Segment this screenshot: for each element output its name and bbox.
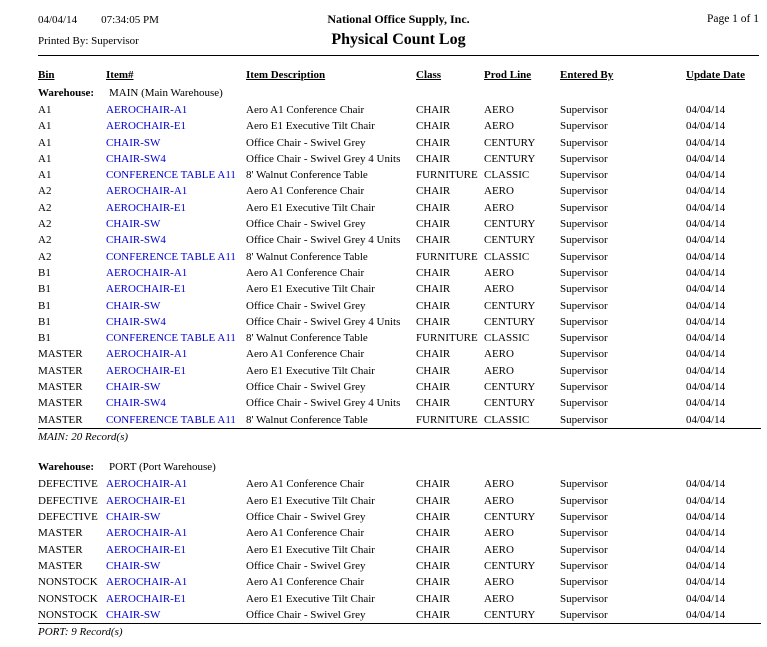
class-cell: CHAIR (416, 527, 451, 540)
class-cell: CHAIR (416, 559, 451, 572)
table-row (38, 232, 761, 248)
enteredby-cell: Supervisor (560, 592, 608, 605)
description-cell: Aero E1 Executive Tilt Chair (246, 364, 375, 377)
col-header-bin: Bin (38, 69, 55, 81)
prodline-cell: AERO (484, 576, 514, 589)
updatedate-cell: 04/04/14 (686, 592, 726, 605)
description-cell: Aero E1 Executive Tilt Chair (246, 283, 375, 296)
updatedate-cell: 04/04/14 (686, 559, 726, 572)
item-link[interactable]: CHAIR-SW (106, 136, 161, 149)
col-header-updatedate: Update Date (686, 69, 745, 81)
bin-cell: DEFECTIVE (38, 511, 98, 524)
prodline-cell: AERO (484, 494, 514, 507)
updatedate-cell: 04/04/14 (686, 201, 726, 214)
class-cell: CHAIR (416, 478, 451, 491)
updatedate-cell: 04/04/14 (686, 136, 726, 149)
class-cell: FURNITURE (416, 332, 478, 345)
enteredby-cell: Supervisor (560, 527, 608, 540)
prodline-cell: CENTURY (484, 234, 536, 247)
description-cell: Office Chair - Swivel Grey (246, 299, 366, 312)
item-link[interactable]: CHAIR-SW (106, 299, 161, 312)
prodline-cell: CENTURY (484, 136, 536, 149)
prodline-cell: AERO (484, 201, 514, 214)
class-cell: CHAIR (416, 543, 451, 556)
table-row (38, 493, 761, 509)
item-link[interactable]: CHAIR-SW4 (106, 234, 166, 247)
printed-by-label: Printed By: (38, 35, 89, 47)
table-row (38, 379, 761, 395)
table-row (38, 395, 761, 411)
enteredby-cell: Supervisor (560, 201, 608, 214)
enteredby-cell: Supervisor (560, 250, 608, 263)
table-row (38, 607, 761, 624)
item-link[interactable]: AEROCHAIR-E1 (106, 364, 187, 377)
updatedate-cell: 04/04/14 (686, 120, 726, 133)
col-header-class: Class (416, 69, 442, 81)
bin-cell: NONSTOCK (38, 592, 98, 605)
description-cell: Aero E1 Executive Tilt Chair (246, 543, 375, 556)
updatedate-cell: 04/04/14 (686, 413, 726, 426)
report-time: 07:34:05 PM (101, 14, 159, 26)
prodline-cell: AERO (484, 283, 514, 296)
item-link[interactable]: AEROCHAIR-A1 (106, 576, 188, 589)
prodline-cell: CLASSIC (484, 413, 530, 426)
updatedate-cell: 04/04/14 (686, 218, 726, 231)
description-cell: 8' Walnut Conference Table (246, 332, 368, 345)
bin-cell: MASTER (38, 543, 83, 556)
bin-cell: NONSTOCK (38, 576, 98, 589)
table-row (38, 525, 761, 541)
item-link[interactable]: CONFERENCE TABLE A11 (106, 332, 236, 345)
section-spacer (38, 446, 761, 459)
item-link[interactable]: CHAIR-SW (106, 559, 161, 572)
enteredby-cell: Supervisor (560, 234, 608, 247)
class-cell: CHAIR (416, 104, 451, 116)
item-link[interactable]: CHAIR-SW4 (106, 397, 166, 410)
table-row (38, 558, 761, 574)
table-row (38, 183, 761, 199)
table-row (38, 118, 761, 134)
item-link[interactable]: CHAIR-SW (106, 218, 161, 231)
updatedate-cell: 04/04/14 (686, 234, 726, 247)
col-header-prodline: Prod Line (484, 69, 532, 81)
report-table-body (38, 85, 761, 642)
table-row (38, 298, 761, 314)
item-link[interactable]: AEROCHAIR-A1 (106, 104, 188, 116)
table-row (38, 542, 761, 558)
prodline-cell: CENTURY (484, 152, 536, 165)
enteredby-cell: Supervisor (560, 494, 608, 507)
description-cell: Aero A1 Conference Chair (246, 104, 365, 116)
description-cell: Aero A1 Conference Chair (246, 266, 365, 279)
bin-cell: A1 (38, 152, 52, 165)
col-header-item: Item# (106, 69, 134, 81)
item-link[interactable]: AEROCHAIR-A1 (106, 478, 188, 491)
updatedate-cell: 04/04/14 (686, 299, 726, 312)
bin-cell: MASTER (38, 381, 83, 394)
item-link[interactable]: AEROCHAIR-E1 (106, 543, 187, 556)
bin-cell: A1 (38, 136, 52, 149)
description-cell: Aero A1 Conference Chair (246, 478, 365, 491)
enteredby-cell: Supervisor (560, 559, 608, 572)
item-link[interactable]: CHAIR-SW (106, 511, 161, 524)
description-cell: Aero A1 Conference Chair (246, 185, 365, 198)
section-footer-row (38, 624, 761, 642)
printed-by-line (38, 31, 327, 52)
description-cell: Office Chair - Swivel Grey (246, 136, 366, 149)
description-cell: Aero A1 Conference Chair (246, 527, 365, 540)
description-cell: Aero A1 Conference Chair (246, 348, 365, 361)
prodline-cell: CENTURY (484, 218, 536, 231)
table-row (38, 412, 761, 429)
bin-cell: DEFECTIVE (38, 494, 98, 507)
prodline-cell: CLASSIC (484, 332, 530, 345)
class-cell: CHAIR (416, 397, 451, 410)
class-cell: CHAIR (416, 608, 451, 621)
table-row (38, 281, 761, 297)
prodline-cell: AERO (484, 592, 514, 605)
prodline-cell: AERO (484, 543, 514, 556)
bin-cell: MASTER (38, 397, 83, 410)
column-header-row (38, 56, 761, 85)
updatedate-cell: 04/04/14 (686, 608, 726, 621)
class-cell: CHAIR (416, 152, 451, 165)
section-record-count: MAIN: 20 Record(s) (38, 428, 761, 446)
enteredby-cell: Supervisor (560, 364, 608, 377)
bin-cell: B1 (38, 266, 51, 279)
table-row (38, 167, 761, 183)
description-cell: 8' Walnut Conference Table (246, 250, 368, 263)
prodline-cell: CENTURY (484, 511, 536, 524)
description-cell: Aero E1 Executive Tilt Chair (246, 592, 375, 605)
bin-cell: MASTER (38, 364, 83, 377)
report-header (38, 10, 759, 52)
class-cell: CHAIR (416, 381, 451, 394)
class-cell: CHAIR (416, 266, 451, 279)
prodline-cell: AERO (484, 185, 514, 198)
section-spacer-row (38, 446, 761, 459)
updatedate-cell: 04/04/14 (686, 527, 726, 540)
table-row (38, 265, 761, 281)
description-cell: 8' Walnut Conference Table (246, 413, 368, 426)
prodline-cell: CLASSIC (484, 250, 530, 263)
description-cell: Aero A1 Conference Chair (246, 576, 365, 589)
report-date: 04/04/14 (38, 14, 78, 26)
warehouse-row (38, 85, 761, 102)
updatedate-cell: 04/04/14 (686, 104, 726, 116)
enteredby-cell: Supervisor (560, 543, 608, 556)
enteredby-cell: Supervisor (560, 120, 608, 133)
class-cell: CHAIR (416, 120, 451, 133)
enteredby-cell: Supervisor (560, 332, 608, 345)
item-link[interactable]: AEROCHAIR-E1 (106, 283, 187, 296)
updatedate-cell: 04/04/14 (686, 169, 726, 182)
description-cell: Office Chair - Swivel Grey (246, 559, 366, 572)
class-cell: FURNITURE (416, 250, 478, 263)
bin-cell: A1 (38, 169, 52, 182)
class-cell: CHAIR (416, 218, 451, 231)
bin-cell: NONSTOCK (38, 608, 98, 621)
item-link[interactable]: CHAIR-SW4 (106, 152, 166, 165)
description-cell: Office Chair - Swivel Grey (246, 381, 366, 394)
enteredby-cell: Supervisor (560, 218, 608, 231)
description-cell: 8' Walnut Conference Table (246, 169, 368, 182)
report-title: Physical Count Log (331, 31, 466, 48)
description-cell: Office Chair - Swivel Grey 4 Units (246, 152, 401, 165)
enteredby-cell: Supervisor (560, 315, 608, 328)
bin-cell: A2 (38, 185, 52, 198)
class-cell: FURNITURE (416, 413, 478, 426)
col-header-enteredby: Entered By (560, 69, 614, 81)
updatedate-cell: 04/04/14 (686, 381, 726, 394)
section-footer-row (38, 428, 761, 446)
item-link[interactable]: CONFERENCE TABLE A11 (106, 169, 236, 182)
enteredby-cell: Supervisor (560, 185, 608, 198)
description-cell: Office Chair - Swivel Grey 4 Units (246, 397, 401, 410)
enteredby-cell: Supervisor (560, 266, 608, 279)
class-cell: CHAIR (416, 364, 451, 377)
prodline-cell: CENTURY (484, 608, 536, 621)
class-cell: FURNITURE (416, 169, 478, 182)
description-cell: Aero E1 Executive Tilt Chair (246, 201, 375, 214)
header-left (38, 10, 327, 52)
class-cell: CHAIR (416, 201, 451, 214)
table-row (38, 591, 761, 607)
item-link[interactable]: AEROCHAIR-A1 (106, 266, 188, 279)
enteredby-cell: Supervisor (560, 152, 608, 165)
prodline-cell: CENTURY (484, 381, 536, 394)
section-record-count: PORT: 9 Record(s) (38, 624, 761, 642)
item-link[interactable]: AEROCHAIR-E1 (106, 494, 187, 507)
header-center (327, 10, 469, 49)
warehouse-name: PORT (Port Warehouse) (109, 461, 216, 474)
description-cell: Office Chair - Swivel Grey (246, 511, 366, 524)
class-cell: CHAIR (416, 136, 451, 149)
class-cell: CHAIR (416, 299, 451, 312)
item-link[interactable]: AEROCHAIR-E1 (106, 201, 187, 214)
description-cell: Office Chair - Swivel Grey (246, 218, 366, 231)
enteredby-cell: Supervisor (560, 576, 608, 589)
enteredby-cell: Supervisor (560, 478, 608, 491)
prodline-cell: CLASSIC (484, 169, 530, 182)
enteredby-cell: Supervisor (560, 136, 608, 149)
bin-cell: B1 (38, 299, 51, 312)
item-link[interactable]: CHAIR-SW (106, 608, 161, 621)
table-row (38, 216, 761, 232)
updatedate-cell: 04/04/14 (686, 348, 726, 361)
description-cell: Office Chair - Swivel Grey (246, 608, 366, 621)
enteredby-cell: Supervisor (560, 511, 608, 524)
class-cell: CHAIR (416, 511, 451, 524)
table-row (38, 476, 761, 492)
bin-cell: MASTER (38, 559, 83, 572)
warehouse-label: Warehouse: (38, 87, 95, 99)
item-link[interactable]: AEROCHAIR-A1 (106, 348, 188, 361)
prodline-cell: AERO (484, 104, 514, 116)
updatedate-cell: 04/04/14 (686, 152, 726, 165)
description-cell: Office Chair - Swivel Grey 4 Units (246, 234, 401, 247)
enteredby-cell: Supervisor (560, 283, 608, 296)
enteredby-cell: Supervisor (560, 397, 608, 410)
class-cell: CHAIR (416, 592, 451, 605)
prodline-cell: AERO (484, 527, 514, 540)
prodline-cell: AERO (484, 364, 514, 377)
col-header-description: Item Description (246, 69, 326, 81)
table-row (38, 135, 761, 151)
prodline-cell: CENTURY (484, 315, 536, 328)
updatedate-cell: 04/04/14 (686, 283, 726, 296)
table-row (38, 200, 761, 216)
table-row (38, 509, 761, 525)
updatedate-cell: 04/04/14 (686, 397, 726, 410)
item-link[interactable]: AEROCHAIR-A1 (106, 527, 188, 540)
updatedate-cell: 04/04/14 (686, 266, 726, 279)
updatedate-cell: 04/04/14 (686, 364, 726, 377)
table-row (38, 363, 761, 379)
updatedate-cell: 04/04/14 (686, 543, 726, 556)
warehouse-label: Warehouse: (38, 461, 95, 474)
bin-cell: A2 (38, 201, 52, 214)
page-number: Page 1 of 1 (706, 13, 759, 25)
enteredby-cell: Supervisor (560, 169, 608, 182)
item-link[interactable]: AEROCHAIR-E1 (106, 120, 187, 133)
enteredby-cell: Supervisor (560, 381, 608, 394)
updatedate-cell: 04/04/14 (686, 478, 726, 491)
prodline-cell: CENTURY (484, 397, 536, 410)
updatedate-cell: 04/04/14 (686, 185, 726, 198)
warehouse-name: MAIN (Main Warehouse) (109, 87, 223, 99)
table-row (38, 249, 761, 265)
date-time-line (38, 10, 327, 31)
table-row (38, 330, 761, 346)
class-cell: CHAIR (416, 185, 451, 198)
enteredby-cell: Supervisor (560, 299, 608, 312)
prodline-cell: AERO (484, 266, 514, 279)
bin-cell: MASTER (38, 413, 83, 426)
class-cell: CHAIR (416, 494, 451, 507)
bin-cell: B1 (38, 283, 51, 296)
updatedate-cell: 04/04/14 (686, 332, 726, 345)
item-link[interactable]: CONFERENCE TABLE A11 (106, 413, 236, 426)
updatedate-cell: 04/04/14 (686, 250, 726, 263)
bin-cell: A2 (38, 234, 52, 247)
bin-cell: MASTER (38, 527, 83, 540)
bin-cell: DEFECTIVE (38, 478, 98, 491)
item-link[interactable]: AEROCHAIR-E1 (106, 592, 187, 605)
prodline-cell: AERO (484, 120, 514, 133)
updatedate-cell: 04/04/14 (686, 576, 726, 589)
updatedate-cell: 04/04/14 (686, 511, 726, 524)
class-cell: CHAIR (416, 234, 451, 247)
enteredby-cell: Supervisor (560, 348, 608, 361)
company-name: National Office Supply, Inc. (327, 12, 470, 26)
item-link[interactable]: CONFERENCE TABLE A11 (106, 250, 236, 263)
class-cell: CHAIR (416, 283, 451, 296)
table-row (38, 151, 761, 167)
bin-cell: A1 (38, 104, 52, 116)
prodline-cell: CENTURY (484, 559, 536, 572)
bin-cell: A2 (38, 250, 52, 263)
bin-cell: A1 (38, 120, 52, 133)
updatedate-cell: 04/04/14 (686, 494, 726, 507)
prodline-cell: AERO (484, 478, 514, 491)
class-cell: CHAIR (416, 348, 451, 361)
bin-cell: B1 (38, 332, 51, 345)
enteredby-cell: Supervisor (560, 608, 608, 621)
warehouse-row (38, 459, 761, 476)
item-link[interactable]: CHAIR-SW4 (106, 315, 166, 328)
bin-cell: B1 (38, 315, 51, 328)
enteredby-cell: Supervisor (560, 104, 608, 116)
prodline-cell: CENTURY (484, 299, 536, 312)
report-table (38, 56, 761, 642)
description-cell: Aero E1 Executive Tilt Chair (246, 120, 375, 133)
enteredby-cell: Supervisor (560, 413, 608, 426)
description-cell: Office Chair - Swivel Grey 4 Units (246, 315, 401, 328)
prodline-cell: AERO (484, 348, 514, 361)
table-row (38, 346, 761, 362)
updatedate-cell: 04/04/14 (686, 315, 726, 328)
item-link[interactable]: CHAIR-SW (106, 381, 161, 394)
table-row (38, 574, 761, 590)
printed-by-value: Supervisor (91, 35, 139, 47)
class-cell: CHAIR (416, 315, 451, 328)
description-cell: Aero E1 Executive Tilt Chair (246, 494, 375, 507)
bin-cell: A2 (38, 218, 52, 231)
table-row (38, 314, 761, 330)
table-row (38, 102, 761, 118)
bin-cell: MASTER (38, 348, 83, 361)
item-link[interactable]: AEROCHAIR-A1 (106, 185, 188, 198)
class-cell: CHAIR (416, 576, 451, 589)
